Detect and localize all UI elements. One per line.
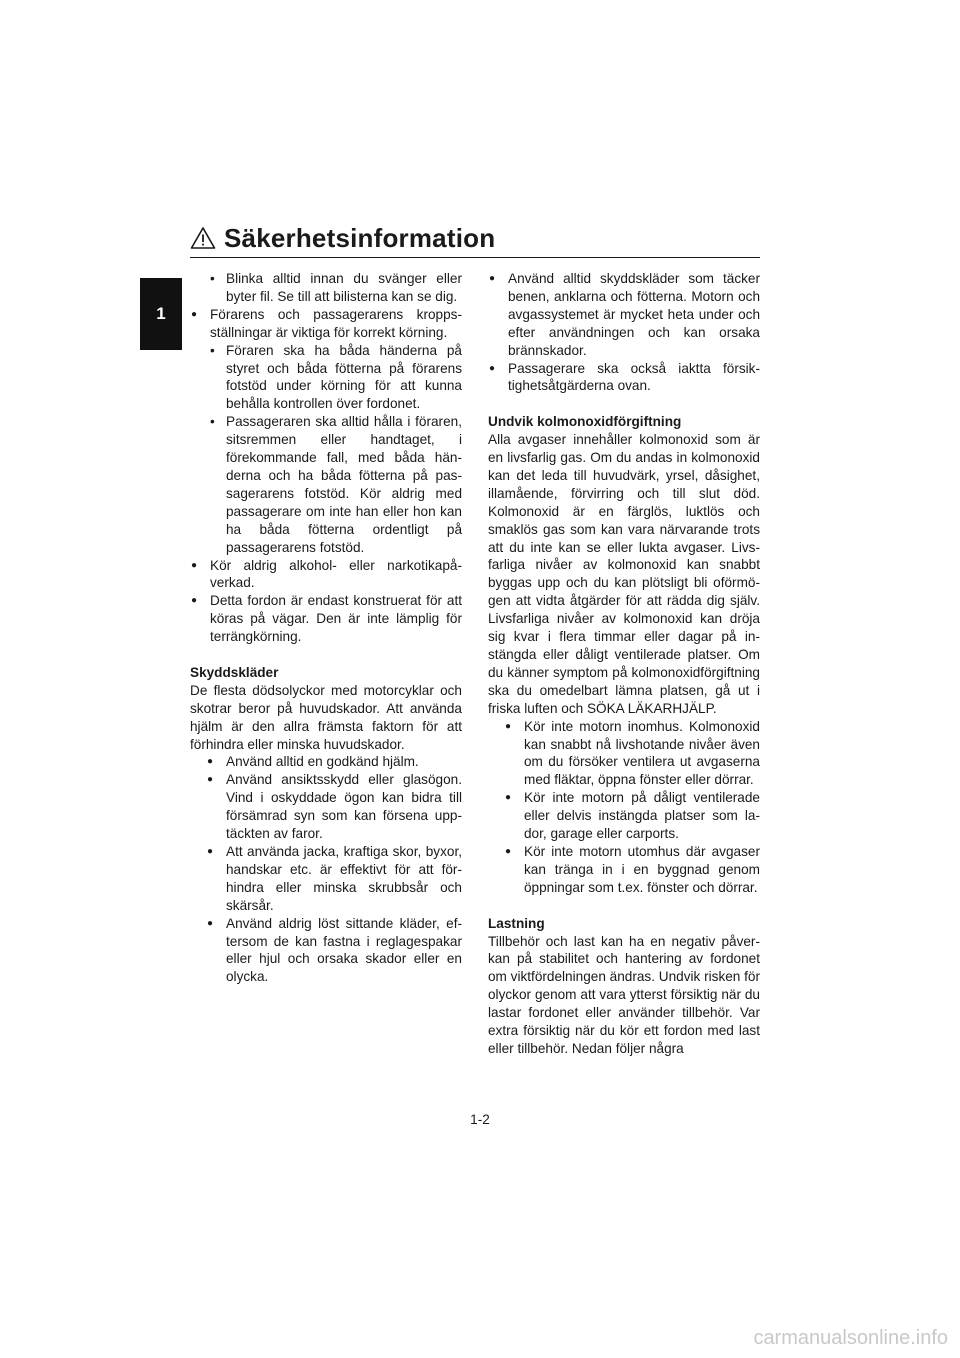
list-item: ● Kör inte motorn inomhus. Kolmonoxid kan snabbt nå livshotande nivåer även om du försöker ventilera ut avgaserna med fläktar, öppna fönster eller dörrar. [504,718,760,790]
page-title: Säkerhetsinformation [224,223,496,253]
paragraph: Alla avgaser innehåller kolmonoxid som är en livsfarlig gas. Om du andas in kolmonoxid kan det leda till huvudvärk, yrsel, dåsighet, illamående, förvirring och till slut död. Kolmonoxid är en färglös, luktlös och smaklös gas som kan vara närvarande trots att du inte kan se eller lukta avgaser. Livsfarliga nivåer av kolmonoxid kan snabbt byggas upp och du kan plötsligt bli oförmögen att vidta åtgärder för att rädda dig själv. Livsfarliga nivåer av kolmonoxid kan dröja sig kvar i flera timmar eller dagar på instängda eller dåligt ventilerade platser. Om du känner symptom på kolmonoxidförgiftning ska du omedelbart lämna platsen, gå ut i friska luften och SÖKA LÄKARHJÄLP. [488,432,760,716]
section-heading: Lastning [488,915,545,931]
list-item [190,306,462,557]
paragraph: De flesta dödsolyckor med motorcyklar och skotrar beror på huvudskador. Att använda hjälm är den allra främsta faktorn för att förhindra eller minska huvudskador. [190,682,462,752]
list-item: • Blinka alltid innan du svänger eller byter fil. Se till att bilisterna kan se dig. [190,270,462,306]
list-item: ● Passagerare ska också iaktta försiktighetsåtgärderna ovan. [488,360,760,396]
list-item-text: Förarens och passagerarens kroppsställningar är viktiga för korrekt körning. [210,306,462,340]
sub-list [190,342,462,557]
watermark: carmanualsonline.info [753,1327,948,1349]
list-item: ● Kör inte motorn utomhus där avgaser kan tränga in i en byggnad genom öppningar som t.ex. fönster och dörrar. [504,843,760,897]
page-number: 1-2 [470,1112,490,1127]
left-column [190,270,462,986]
section-heading: Undvik kolmonoxidförgiftning [488,414,682,430]
warning-triangle-icon [190,226,216,250]
list-item: ● Använd ansiktsskydd eller glasögon. Vind i oskyddade ögon kan bidra till försämrad syn som kan försena upptäckten av faror. [206,771,462,843]
bullet-list [206,753,462,986]
section-heading: Skyddskläder [190,664,279,680]
list-item: ● Kör inte motorn på dåligt ventilerade eller delvis instängda platser som lador, garage eller carports. [504,789,760,843]
list-item: ● Använd alltid skyddskläder som täcker benen, anklarna och fötterna. Motorn och avgassystemet är mycket heta under och efter användningen och kan orsaka brännskador. [488,270,760,360]
right-column [488,270,760,1058]
page-header [190,222,760,256]
chapter-tab: 1 [140,278,182,350]
intro-sub-list [190,270,462,306]
bullet-list [190,306,462,646]
list-item: ● Använd alltid en godkänd hjälm. [206,753,462,771]
bullet-list [488,270,760,395]
list-item: ● Använd aldrig löst sittande kläder, eftersom de kan fastna i reglagespakar eller hjul och orsaka skador eller en olycka. [206,915,462,987]
bullet-list [504,718,760,897]
header-rule [190,257,760,258]
list-item: ● Kör aldrig alkohol- eller narkotikapåverkad. [190,557,462,593]
list-item: ● Detta fordon är endast konstruerat för att köras på vägar. Den är inte lämplig för terrängkörning. [190,592,462,646]
list-item: • Passageraren ska alltid hålla i föraren, sitsremmen eller handtaget, i förekommande fall, med båda händerna och ha båda fötterna på passagerarens fotstöd. Kör aldrig med passagerare om inte han eller hon kan ha båda fötterna ordentligt på passagerarens fotstöd. [190,413,462,556]
paragraph: Tillbehör och last kan ha en negativ påverkan på stabilitet och hantering av fordonet om viktfördelningen ändras. Undvik risken för olyckor genom att vara ytterst försiktig när du lastar fordonet eller använder tillbehör. Var extra försiktig när du kör ett fordon med last eller tillbehör. Nedan följer några [488,933,761,1056]
list-item: ● Att använda jacka, kraftiga skor, byxor, handskar etc. är effektivt för att förhindra eller minska skrubbsår och skärsår. [206,843,462,915]
list-item: • Föraren ska ha båda händerna på styret och båda fötterna på förarens fotstöd under körning för att kunna behålla kontrollen över fordonet. [190,342,462,414]
